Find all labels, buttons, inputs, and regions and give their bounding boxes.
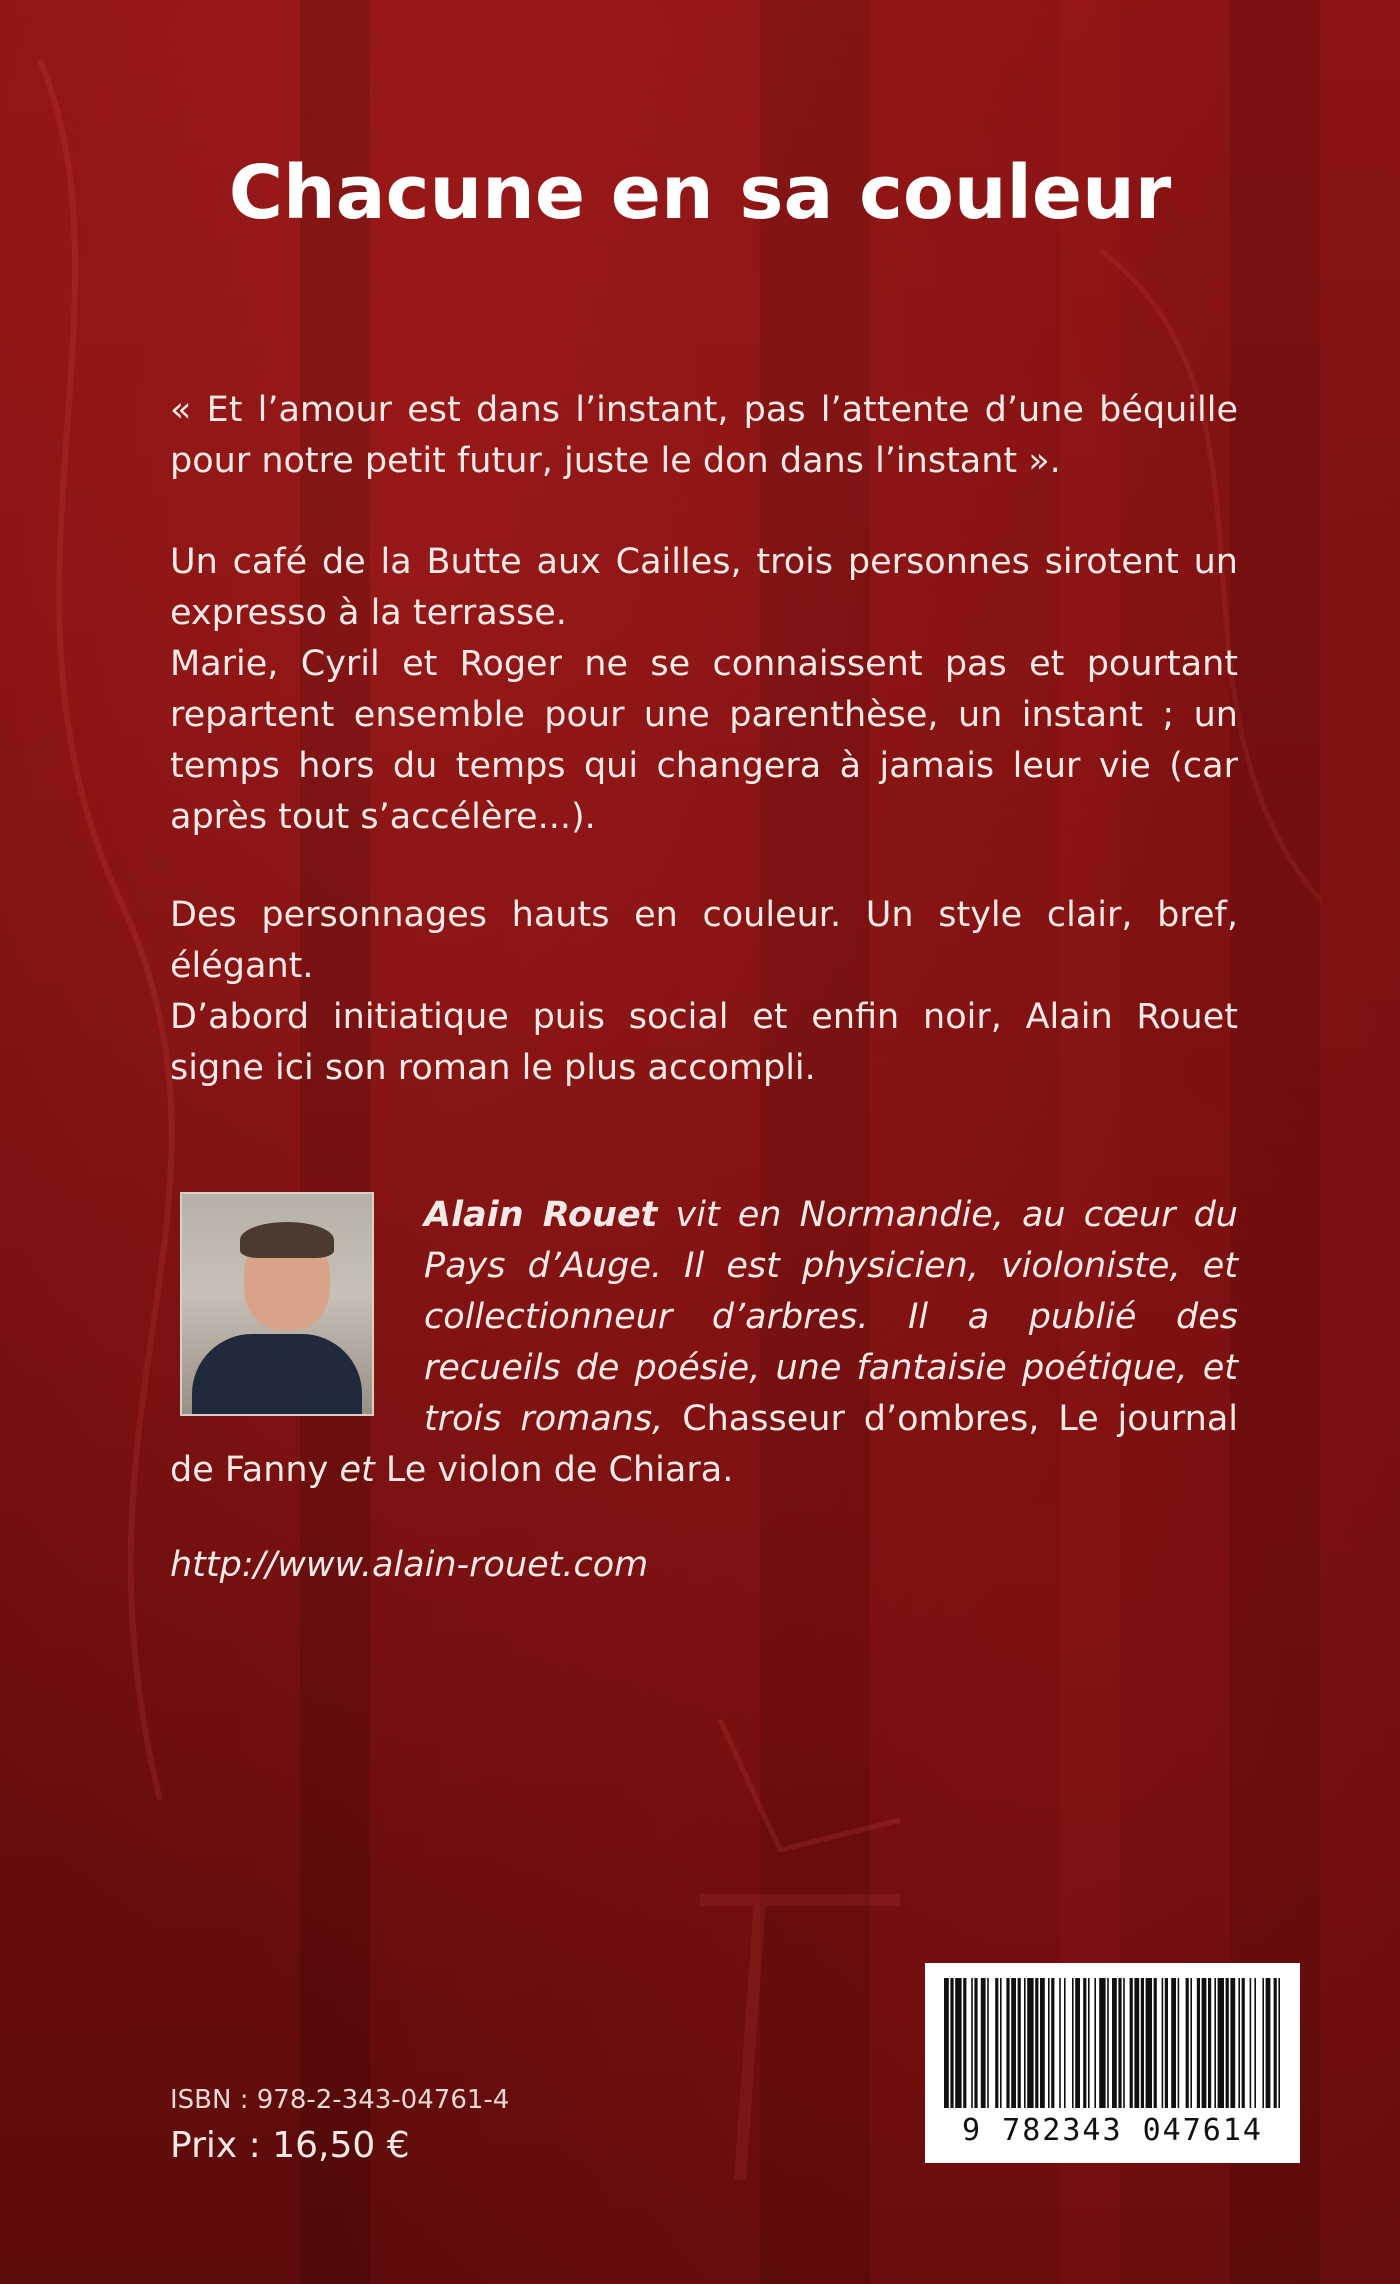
- barcode-bar: [981, 1978, 986, 2108]
- author-bio-text: vit en Normandie, au cœur du Pays d’Auge. Il est physicien, violoniste, et collectionneur d’arbres. Il a publié des recueils de poésie, une fantaisie poétique, et trois romans,: [424, 1195, 1238, 1439]
- barcode-bar: [1178, 1978, 1180, 2108]
- barcode-bar: [1006, 1978, 1009, 2108]
- separator: ,: [1028, 1399, 1059, 1439]
- barcode-bar: [1035, 1978, 1038, 2108]
- synopsis-paragraph-2: Marie, Cyril et Roger ne se connaissent pas et pourtant repartent ensemble pour une parenthèse, un instant ; un temps hors du temps qui changera à jamais leur vie (car après tout s’accélère...).: [170, 644, 1238, 837]
- barcode-bar: [1134, 1978, 1139, 2108]
- barcode-bar: [1064, 1978, 1066, 2108]
- barcode-digits: 9 782343 047614: [925, 2113, 1300, 2148]
- barcode-bar: [1162, 1978, 1164, 2108]
- photo-shirt: [192, 1334, 362, 1416]
- barcode-bar: [1171, 1978, 1176, 2108]
- conjunction: et: [328, 1450, 386, 1490]
- barcode-bar: [1123, 1978, 1125, 2108]
- isbn: ISBN : 978-2-343-04761-4: [170, 2085, 510, 2115]
- barcode-bar: [1146, 1978, 1152, 2108]
- barcode-bar: [1141, 1978, 1144, 2108]
- barcode-bar: [1130, 1978, 1133, 2108]
- barcode-bar: [1048, 1978, 1050, 2108]
- author-website-link[interactable]: http://www.alain-rouet.com: [170, 1545, 649, 1585]
- barcode-bar: [1024, 1978, 1026, 2108]
- author-photo: [180, 1192, 374, 1416]
- barcode-bar: [1059, 1978, 1061, 2108]
- barcode-bar: [1083, 1978, 1086, 2108]
- author-bio: [170, 1190, 1238, 1496]
- book-title-2: Le journal de Fanny: [170, 1399, 1239, 1490]
- barcode-bar: [1088, 1978, 1090, 2108]
- book-title-1: Chasseur d’ombres: [682, 1399, 1029, 1439]
- barcode-bar: [1190, 1978, 1192, 2108]
- barcode-bar: [1000, 1978, 1002, 2108]
- review-paragraph-2: D’abord initiatique puis social et enfin noir, Alain Rouet signe ici son roman le plus accompli.: [170, 997, 1238, 1088]
- book-title-3: Le violon de Chiara: [385, 1450, 723, 1490]
- barcode-bar: [987, 1978, 989, 2108]
- barcode-bar: [1230, 1978, 1235, 2108]
- barcode-bar: [1254, 1978, 1256, 2108]
- book-quote: « Et l’amour est dans l’instant, pas l’attente d’une béquille pour notre petit futur, juste le don dans l’instant ».: [170, 390, 1238, 481]
- barcode-bar: [1072, 1978, 1074, 2108]
- synopsis-paragraph-1: Un café de la Butte aux Cailles, trois personnes sirotent un expresso à la terrasse.: [170, 542, 1238, 633]
- barcode-bar: [1197, 1978, 1200, 2108]
- barcode-bar: [1242, 1978, 1245, 2108]
- barcode-bar: [1274, 1978, 1277, 2108]
- barcode-bar: [1250, 1978, 1252, 2108]
- barcode-bar: [1226, 1978, 1229, 2108]
- barcode-bar: [1099, 1978, 1105, 2108]
- book-title: Chacune en sa couleur: [228, 150, 1172, 236]
- barcode-bar: [1214, 1978, 1216, 2108]
- barcode-bar: [1266, 1978, 1271, 2108]
- barcode-bar: [995, 1978, 998, 2108]
- barcode-bar: [1018, 1978, 1021, 2108]
- barcode-bar: [1154, 1978, 1157, 2108]
- barcode-bar: [944, 1978, 949, 2108]
- barcode-bar: [971, 1978, 973, 2108]
- barcode-bar: [1011, 1978, 1016, 2108]
- barcode-bar: [1202, 1978, 1207, 2108]
- barcode: [925, 1963, 1300, 2163]
- barcode-bar: [1107, 1978, 1109, 2108]
- barcode-bar: [950, 1978, 953, 2108]
- barcode-bar: [1027, 1978, 1033, 2108]
- barcode-bar: [1218, 1978, 1224, 2108]
- barcode-bar: [955, 1978, 961, 2108]
- barcode-bar: [1051, 1978, 1054, 2108]
- barcode-bar: [1165, 1978, 1168, 2108]
- author-name: Alain Rouet: [424, 1195, 658, 1235]
- barcode-bar: [1075, 1978, 1080, 2108]
- price: Prix : 16,50 €: [170, 2125, 410, 2166]
- barcode-bar: [1262, 1978, 1264, 2108]
- barcode-bar: [1118, 1978, 1121, 2108]
- photo-hair: [240, 1222, 334, 1258]
- barcode-bar: [1040, 1978, 1045, 2108]
- barcode-bar: [1112, 1978, 1117, 2108]
- barcode-bar: [963, 1978, 966, 2108]
- period: .: [722, 1450, 734, 1490]
- review-paragraph-1: Des personnages hauts en couleur. Un style clair, bref, élégant.: [170, 895, 1238, 986]
- barcode-bar: [1094, 1978, 1096, 2108]
- barcode-bar: [1238, 1978, 1240, 2108]
- barcode-bar: [1208, 1978, 1211, 2108]
- barcode-bar: [1278, 1978, 1280, 2108]
- barcode-bar: [1186, 1978, 1189, 2108]
- barcode-bar: [974, 1978, 977, 2108]
- barcode-bars: [940, 1978, 1285, 2108]
